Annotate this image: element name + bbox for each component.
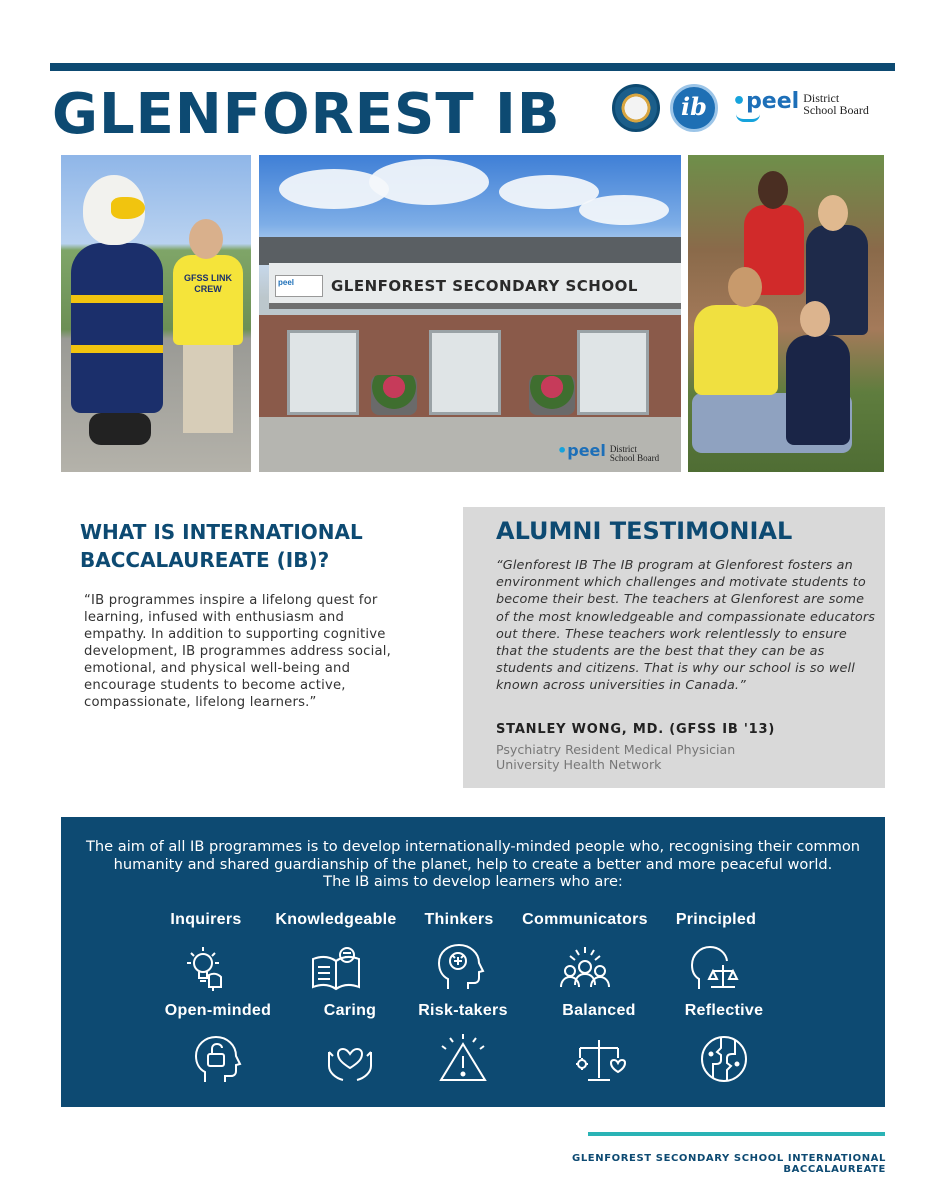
- building-peel-sign: peel: [275, 275, 323, 297]
- peel-board-line2: School Board: [803, 103, 869, 117]
- photo-peel-watermark: •peel District School Board: [557, 441, 660, 463]
- peel-district-logo: •peel District School Board: [732, 90, 869, 116]
- warning-triangle-icon: [436, 1032, 490, 1086]
- photo-students-group: [688, 155, 884, 472]
- peel-board-line1: District: [803, 91, 840, 105]
- top-rule: [50, 63, 895, 71]
- door: [577, 330, 649, 415]
- attribute-risk-takers: Risk-takers: [398, 1002, 528, 1086]
- two-faces-icon: [697, 1032, 751, 1086]
- lightbulb-hand-icon: [179, 941, 233, 995]
- alumni-role: [496, 742, 876, 772]
- footer-accent-rule: [588, 1132, 885, 1136]
- building-sign: GLENFOREST SECONDARY SCHOOL: [331, 277, 638, 295]
- heart-hands-icon: [323, 1032, 377, 1086]
- door: [287, 330, 359, 415]
- alumni-role-organization: University Health Network: [496, 757, 662, 772]
- door: [429, 330, 501, 415]
- alumni-role-title: Psychiatry Resident Medical Physician: [496, 742, 736, 757]
- planter: [371, 375, 417, 415]
- page-title: GLENFOREST IB: [52, 82, 561, 147]
- footer-text: GLENFOREST SECONDARY SCHOOL INTERNATIONAL BACCALAUREATE: [572, 1153, 886, 1175]
- justice-scales-head-icon: [689, 941, 743, 995]
- attribute-knowledgeable: Knowledgeable: [271, 911, 401, 995]
- brain-head-icon: [432, 941, 486, 995]
- mascot-beak: [111, 197, 145, 219]
- ib-logo: ib: [670, 84, 718, 132]
- alumni-quote: “Glenforest IB The IB program at Glenforest fosters an environment which challenges and motivate students to become their best. The teachers at Glenforest are some of the most knowledgeable and compassionate educators out there. These teachers work relentlessly to ensure that the students are the best that they can be as students and citizens. That is why our school is so well known across universities in Canada.”: [496, 558, 876, 694]
- photo-mascot-and-student: [61, 155, 251, 472]
- student-shirt: [173, 255, 243, 345]
- peel-smile-mark: [736, 114, 760, 122]
- open-book-icon: [309, 941, 363, 995]
- attribute-reflective: Reflective: [659, 1002, 789, 1086]
- photo-school-building: [259, 155, 681, 472]
- mascot-body: [71, 243, 163, 413]
- attribute-principled: Principled: [651, 911, 781, 995]
- what-is-ib-body: “IB programmes inspire a lifelong quest for learning, infused with enthusiasm and empathy. In addition to supporting cognitive development, IB programmes address social, emotional, and physical well-being and encourage students to become active, compassionate, lifelong learners.”: [84, 593, 392, 710]
- alumni-name: STANLEY WONG, MD. (GFSS IB '13): [496, 722, 776, 737]
- attribute-inquirers: Inquirers: [141, 911, 271, 995]
- what-is-ib-heading: WHAT IS INTERNATIONAL BACCALAUREATE (IB)?: [80, 520, 363, 572]
- attribute-caring: Caring: [285, 1002, 415, 1086]
- open-lock-head-icon: [191, 1032, 245, 1086]
- planter: [529, 375, 575, 415]
- attribute-thinkers: Thinkers: [394, 911, 524, 995]
- school-crest-logo: [612, 84, 660, 132]
- balance-scale-icon: [572, 1032, 626, 1086]
- alumni-heading: ALUMNI TESTIMONIAL: [496, 517, 793, 545]
- ib-aim-statement: The aim of all IB programmes is to develop internationally-minded people who, recognising their common humanity and shared guardianship of the planet, help to create a better and more peaceful world. The IB aims to develop learners who are:: [86, 838, 860, 890]
- attribute-communicators: Communicators: [520, 911, 650, 995]
- attribute-balanced: Balanced: [534, 1002, 664, 1086]
- people-group-icon: [558, 941, 612, 995]
- peel-logo-word: peel: [746, 89, 800, 114]
- attribute-open-minded: Open-minded: [153, 1002, 283, 1086]
- shirt-print-text: GFSS LINK CREW: [183, 273, 232, 294]
